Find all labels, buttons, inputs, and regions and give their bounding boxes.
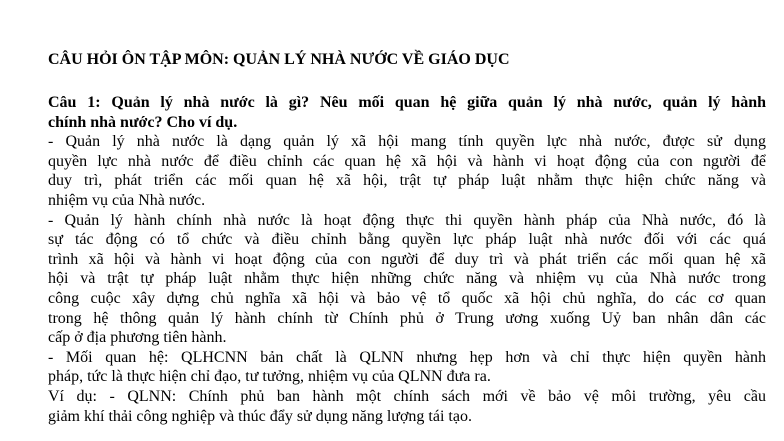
document-page [48, 0, 766, 441]
paragraph-3-line-1: - Mối quan hệ: QLHCNN bản chất là QLNN nhưng hẹp hơn và chỉ thực hiện quyền hành [48, 348, 766, 366]
paragraph-2-line-1: - Quản lý hành chính nhà nước là hoạt động thực thi quyền hành pháp của Nhà nước, đó là [48, 211, 766, 229]
document-title: CÂU HỎI ÔN TẬP MÔN: QUẢN LÝ NHÀ NƯỚC VỀ GIÁO DỤC [48, 51, 510, 68]
question-line-2: chính nhà nước? Cho ví dụ. [48, 113, 238, 131]
document-body [48, 93, 766, 426]
paragraph-2-line-2: sự tác động có tổ chức và điều chỉnh bằng quyền lực pháp luật nhà nước đối với các quá [48, 231, 766, 249]
paragraph-1-line-4: nhiệm vụ của Nhà nước. [48, 191, 206, 209]
paragraph-2-line-5: công cuộc xây dựng chủ nghĩa xã hội và bảo vệ tổ quốc xã hội chủ nghĩa, do các cơ quan [48, 289, 766, 307]
paragraph-1-line-1: - Quản lý nhà nước là dạng quản lý xã hội mang tính quyền lực nhà nước, được sử dụng [48, 133, 766, 151]
paragraph-4-line-1: Ví dụ: - QLNN: Chính phủ ban hành một chính sách mới về bảo vệ môi trường, yêu cầu [48, 387, 766, 405]
question-line-1: Câu 1: Quản lý nhà nước là gì? Nêu mối quan hệ giữa quản lý nhà nước, quản lý hành [48, 94, 766, 111]
paragraph-2-line-3: trình xã hội và hành vi hoạt động của con người để duy trì và phát triển các mối quan hệ xã [48, 250, 766, 268]
paragraph-2-line-7: cấp ở địa phương tiên hành. [48, 329, 227, 347]
paragraph-1-line-3: duy trì, phát triển các mối quan hệ xã hội, trật tự pháp luật nhằm thực hiện chức năng và [48, 172, 766, 190]
paragraph-2-line-6: trong hệ thông quản lý hành chính từ Chính phủ ở Trung ương xuống Uỷ ban nhân dân các [48, 309, 766, 327]
paragraph-2-line-4: hội và trật tự pháp luật nhằm thực hiện những chức năng và nhiệm vụ của Nhà nước trong [48, 270, 766, 288]
paragraph-4-line-2: giảm khí thải công nghiệp và thúc đẩy sử dụng năng lượng tái tạo. [48, 407, 472, 425]
paragraph-1-line-2: quyền lực nhà nước để điều chỉnh các quan hệ xã hội và hành vi hoạt động của con người để [48, 152, 766, 170]
paragraph-3-line-2: pháp, tức là thực hiện chỉ đạo, tư tưởng, nhiệm vụ của QLNN đưa ra. [48, 368, 491, 386]
